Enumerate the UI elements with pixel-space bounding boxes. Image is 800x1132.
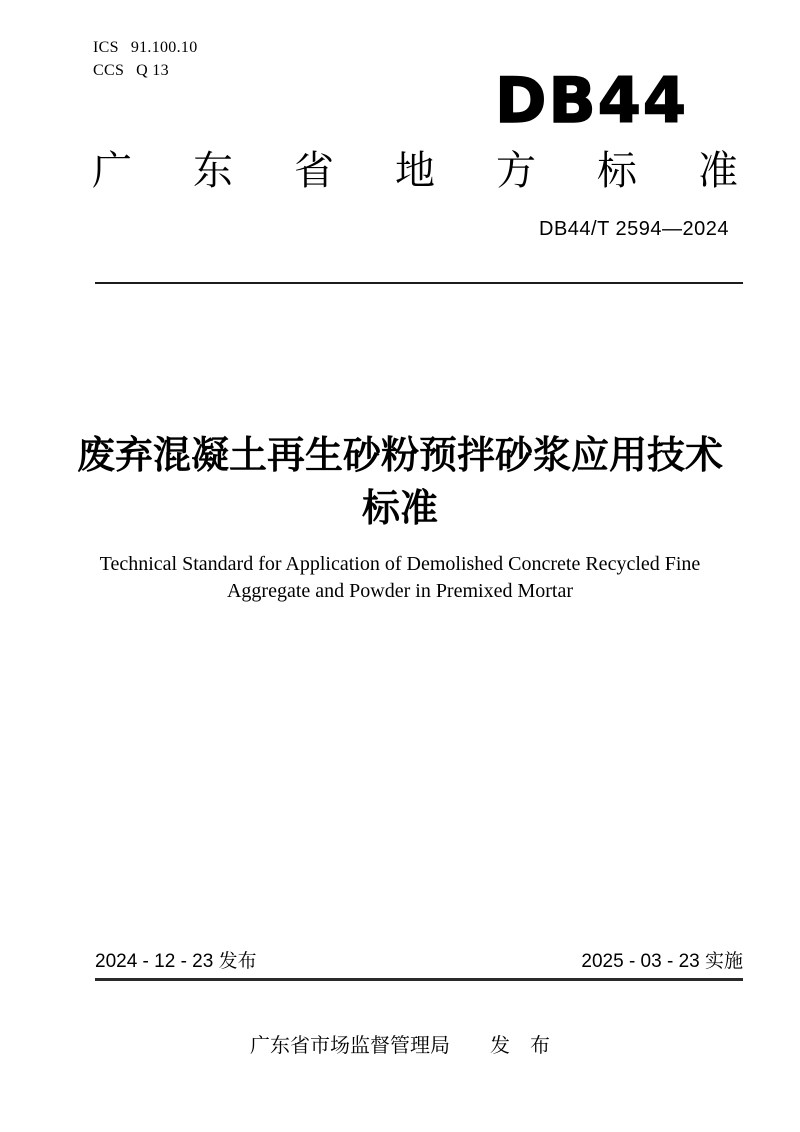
db44-logo: DB44 — [494, 64, 688, 137]
standard-number: DB44/T 2594—2024 — [539, 218, 729, 240]
document-title-en-line2: Aggregate and Powder in Premixed Mortar — [226, 580, 573, 602]
document-title-en — [0, 551, 800, 605]
standard-type-heading: 广东省地方标准 — [92, 149, 738, 193]
header-rule — [95, 282, 743, 284]
document-title-cn-line1: 废弃混凝土再生砂粉预拌砂浆应用技术 — [76, 435, 723, 477]
publisher-line: 广东省市场监督管理局 发 布 — [250, 1035, 550, 1057]
footer-rule — [95, 978, 743, 981]
ccs-code: Q 13 — [136, 62, 169, 79]
document-title-cn-line2: 标准 — [361, 488, 438, 530]
dates-row — [95, 950, 743, 974]
document-title-cn — [0, 430, 800, 536]
document-title-en-line1: Technical Standard for Application of Demolished Concrete Recycled Fine — [99, 553, 701, 575]
ccs-code-line — [93, 59, 198, 82]
ccs-label: CCS — [93, 62, 125, 79]
implement-date: 2025 - 03 - 23 实施 — [581, 951, 743, 972]
ics-code-line — [93, 36, 198, 59]
classification-codes — [93, 36, 198, 82]
ics-label: ICS — [93, 39, 119, 56]
ics-code: 91.100.10 — [130, 39, 198, 56]
issue-date: 2024 - 12 - 23 发布 — [95, 951, 257, 972]
